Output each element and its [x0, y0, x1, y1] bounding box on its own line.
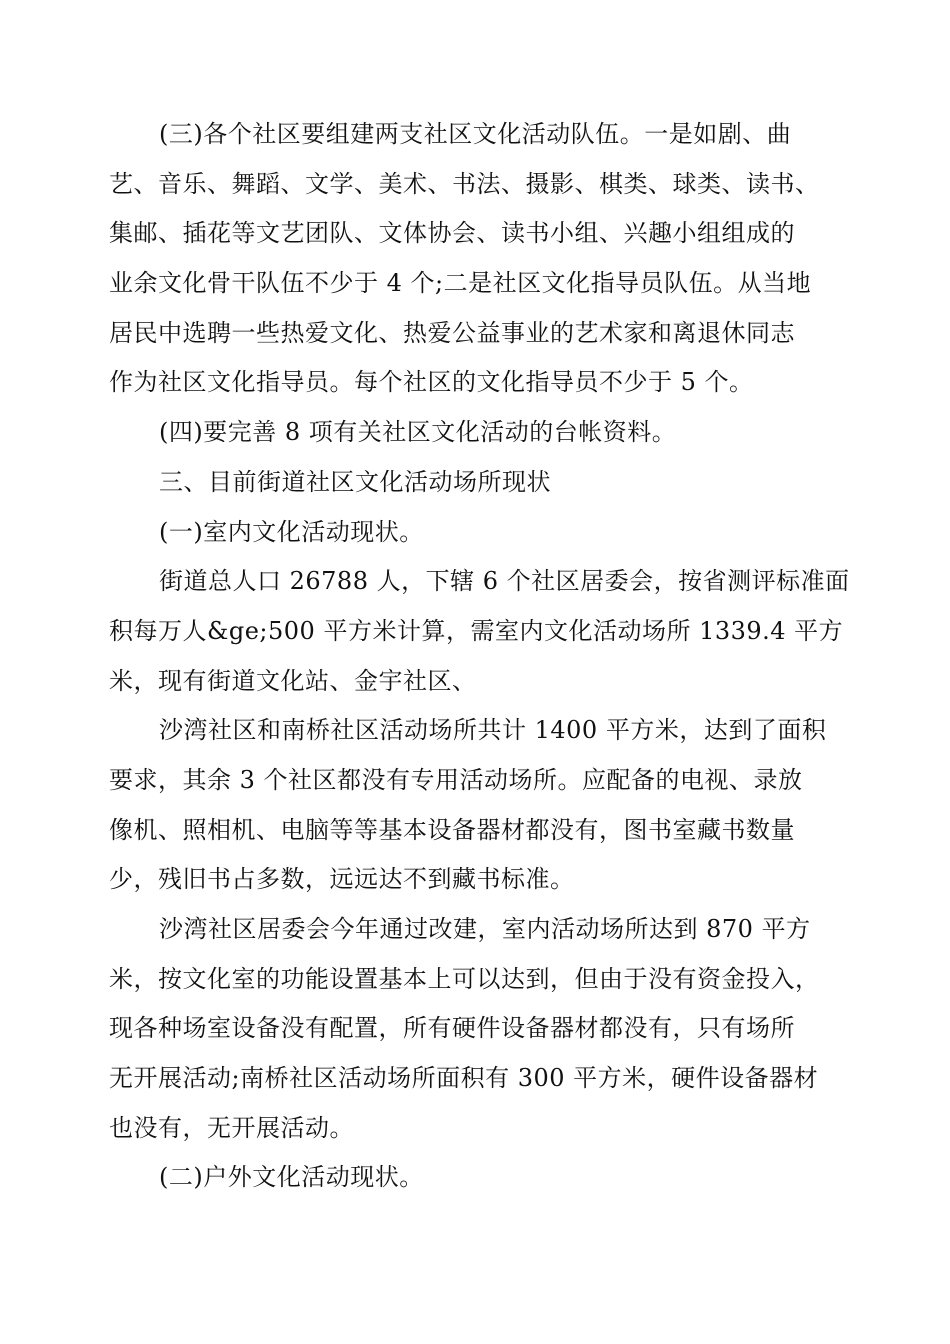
- text-line: 现各种场室设备没有配置，所有硬件设备器材都没有，只有场所: [109, 1014, 795, 1043]
- text-line: 艺、音乐、舞蹈、文学、美术、书法、摄影、棋类、球类、读书、: [109, 169, 820, 198]
- text-line: 像机、照相机、电脑等等基本设备器材都没有，图书室藏书数量: [109, 815, 795, 844]
- text-line: (三)各个社区要组建两支社区文化活动队伍。一是如剧、曲: [159, 120, 792, 148]
- text-line: 沙湾社区和南桥社区活动场所共计 1400 平方米，达到了面积: [159, 716, 827, 745]
- text-line: (四)要完善 8 项有关社区文化活动的台帐资料。: [159, 418, 677, 447]
- text-line: 沙湾社区居委会今年通过改建，室内活动场所达到 870 平方: [159, 915, 811, 943]
- text-line: 业余文化骨干队伍不少于 4 个;二是社区文化指导员队伍。从当地: [109, 269, 812, 298]
- section-heading: 三、目前街道社区文化活动场所现状: [159, 467, 551, 496]
- text-line: 米，按文化室的功能设置基本上可以达到，但由于没有资金投入，: [109, 964, 820, 993]
- text-line: 作为社区文化指导员。每个社区的文化指导员不少于 5 个。: [109, 368, 754, 397]
- text-line: 积每万人&ge;500 平方米计算，需室内文化活动场所 1339.4 平方: [109, 616, 844, 645]
- text-line: 居民中选聘一些热爱文化、热爱公益事业的艺术家和离退休同志: [109, 318, 795, 347]
- subsection-heading: (一)室内文化活动现状。: [159, 517, 424, 546]
- text-line: 也没有，无开展活动。: [109, 1113, 354, 1142]
- subsection-heading: (二)户外文化活动现状。: [159, 1163, 424, 1192]
- text-line: 街道总人口 26788 人，下辖 6 个社区居委会，按省测评标准面: [159, 567, 850, 596]
- text-line: 无开展活动;南桥社区活动场所面积有 300 平方米，硬件设备器材: [109, 1064, 819, 1093]
- text-line: 米，现有街道文化站、金宇社区、: [109, 666, 477, 695]
- document-body: [109, 114, 869, 1207]
- text-line: 少，残旧书占多数，远远达不到藏书标准。: [109, 865, 575, 894]
- text-line: 要求，其余 3 个社区都没有专用活动场所。应配备的电视、录放: [109, 765, 803, 794]
- text-line: 集邮、插花等文艺团队、文体协会、读书小组、兴趣小组组成的: [109, 219, 795, 248]
